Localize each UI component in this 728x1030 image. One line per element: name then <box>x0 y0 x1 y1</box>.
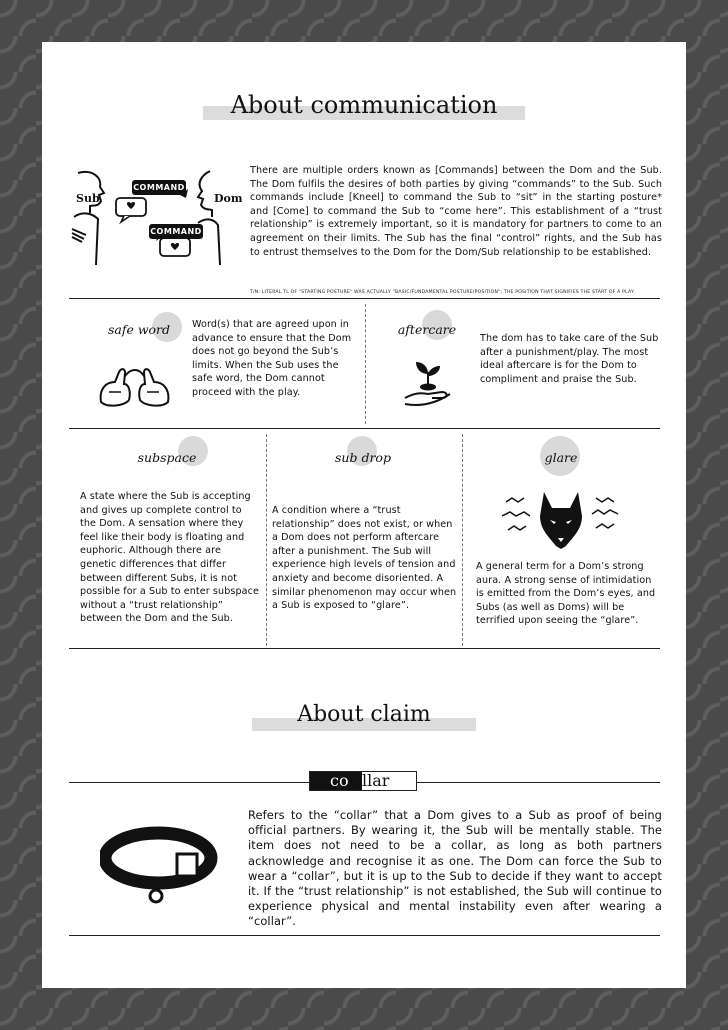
safe-word-text: Word(s) that are agreed upon in advance to ensure that the Dom does not go beyond the Sub’s limits. When the Sub uses the safe word, the Dom cannot proceed with the play. <box>192 319 352 398</box>
pinky-promise-icon <box>97 364 172 409</box>
translator-note: T/N: LITERAL TL OF "STARTING POSTURE" WAS ACTUALLY "BASIC/FUNDAMENTAL POSTURE/POSITION"; THE POSITION THAT SIGNIFIES THE START OF A PLAY <box>250 290 634 295</box>
collar-label-box <box>309 771 417 791</box>
divider-1 <box>69 298 660 299</box>
subspace-text: A state where the Sub is accepting and gives up complete control to the Dom. A sensation where they feel like their body is floating and euphoric. Although there are genetic differences that differ between different Subs, it is not possible for a Sub to enter subspace without a “trust relationship” between the Dom and the Sub. <box>80 491 260 625</box>
sub-drop-text: A condition where a “trust relationship” does not exist, or when a Dom does not perform aftercare after a punishment. The Sub will experience high levels of tension and anxiety and become disoriented. A similar phenomenon may occur when a Sub is exposed to “glare”. <box>272 505 457 612</box>
collar-text: Refers to the “collar” that a Dom gives to a Sub as proof of being official partners. By wearing it, the Sub will be mentally stable. The item does not need to be a collar, as long as both partners acknowledge and recognise it as one. The Dom can force the Sub to wear a “collar”, but it is up to the Sub to decide if they want to accept it. If the “trust relationship” is not established, the Sub will continue to experience physical and mental instability even after wearing a “collar”. <box>248 808 662 929</box>
collar-illustration <box>100 826 218 906</box>
subspace-title: subspace <box>137 450 197 465</box>
divider-2 <box>69 428 660 429</box>
communication-body: There are multiple orders known as [Commands] between the Dom and the Sub. The Dom fulfils the desires of both parties by giving “commands” to the Sub. Such commands include [Kneel] to command the Sub to “sit” in the starting posture* and [Come] to command the Sub to “come here”. This establishment of a “trust relationship” is extremely important, so it is mandatory for partners to come to an agreement on their limits. The Sub has the final “control” rights, and the Sub has to entrust themselves to the Dom for the Dom/Sub relationship to be established. <box>250 165 662 258</box>
divider-5 <box>69 935 660 936</box>
aftercare-title: aftercare <box>397 322 457 337</box>
command-tag-1: COMMAND <box>132 180 186 195</box>
claim-title: About claim <box>297 702 431 727</box>
divider-3 <box>69 648 660 649</box>
safe-word-title: safe word <box>107 322 171 337</box>
divider-v-1 <box>365 304 366 424</box>
glare-title: glare <box>544 450 578 465</box>
dom-label: Dom <box>214 192 243 205</box>
sub-label: Sub <box>76 192 100 205</box>
collar-label-light: llar <box>362 771 390 790</box>
sub-drop-title: sub drop <box>335 450 391 465</box>
divider-v-3 <box>462 434 463 646</box>
document-page <box>42 42 686 988</box>
divider-v-2 <box>266 434 267 646</box>
communication-title: About communication <box>230 91 498 119</box>
safe-word-illustration <box>97 364 172 409</box>
aftercare-text: The dom has to take care of the Sub after a punishment/play. The most ideal aftercare is for the Dom to compliment and praise the Sub. <box>480 333 659 385</box>
glare-text: A general term for a Dom’s strong aura. A strong sense of intimidation is emitted from the Dom’s eyes, and Subs (as well as Doms) will be terrified upon seeing the “glare”. <box>476 561 656 627</box>
wolf-head-icon <box>498 486 624 550</box>
aftercare-illustration <box>402 358 454 408</box>
collar-icon <box>100 826 218 906</box>
glare-illustration <box>498 486 624 550</box>
command-tag-2: COMMAND <box>149 224 203 239</box>
collar-label-dark: co <box>330 771 349 790</box>
sprout-in-hand-icon <box>402 358 454 408</box>
